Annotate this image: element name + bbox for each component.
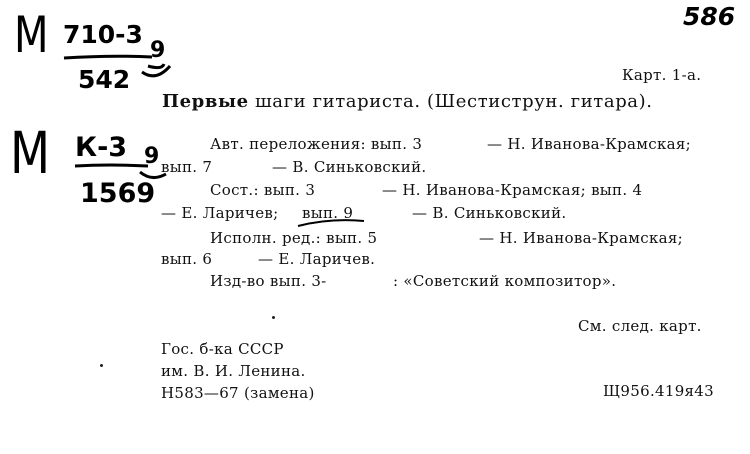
line-3-label: Сост.: вып. 3 xyxy=(210,181,316,199)
line-3-name: — Н. Иванова-Крамская; вып. 4 xyxy=(382,181,643,199)
line-6-name: — Е. Ларичев. xyxy=(258,250,376,268)
shelfmark-2-letter: М xyxy=(10,119,51,187)
card-number: Карт. 1-а. xyxy=(622,66,702,84)
speck xyxy=(272,316,275,319)
line-5-name: — Н. Иванова-Крамская; xyxy=(479,229,683,247)
shelfmark-1-suffix: 9 xyxy=(150,38,166,63)
line-2-issue: вып. 7 xyxy=(161,158,213,176)
see-next-card: См. след. карт. xyxy=(578,317,702,335)
title xyxy=(162,93,653,111)
title-bold-word: Первые xyxy=(162,91,249,112)
shelfmark-1-letter: М xyxy=(14,6,49,64)
shelfmark-1-top: 710-3 xyxy=(63,20,143,49)
shelfmark-2-top: К-3 xyxy=(75,132,128,163)
line-4-name: — Е. Ларичев; xyxy=(161,204,279,222)
library-line-1: Гос. б-ка СССР xyxy=(161,340,284,358)
library-line-3: Н583—67 (замена) xyxy=(161,384,315,402)
speck xyxy=(100,364,103,367)
line-1-name: — Н. Иванова-Крамская; xyxy=(487,135,691,153)
line-2-name: — В. Синьковский. xyxy=(272,158,427,176)
line-5-label: Исполн. ред.: вып. 5 xyxy=(210,229,378,247)
classification-code: Щ956.419я43 xyxy=(603,382,714,400)
line-7-label: Изд-во вып. 3- xyxy=(210,272,327,290)
line-4-name-2: — В. Синьковский. xyxy=(412,204,567,222)
line-7-publisher: : «Советский композитор». xyxy=(393,272,617,290)
line-6-issue: вып. 6 xyxy=(161,250,213,268)
shelfmark-2-bottom: 1569 xyxy=(80,178,156,209)
shelfmark-2-suffix: 9 xyxy=(144,144,160,169)
line-4-issue: вып. 9 xyxy=(302,204,354,222)
shelfmark-1-bottom: 542 xyxy=(78,65,131,94)
handwritten-corner-number: 586 xyxy=(683,2,736,31)
library-line-2: им. В. И. Ленина. xyxy=(161,362,306,380)
title-rest: шаги гитариста. (Шестиструн. гитара). xyxy=(248,91,653,112)
line-1-label: Авт. переложения: вып. 3 xyxy=(210,135,423,153)
